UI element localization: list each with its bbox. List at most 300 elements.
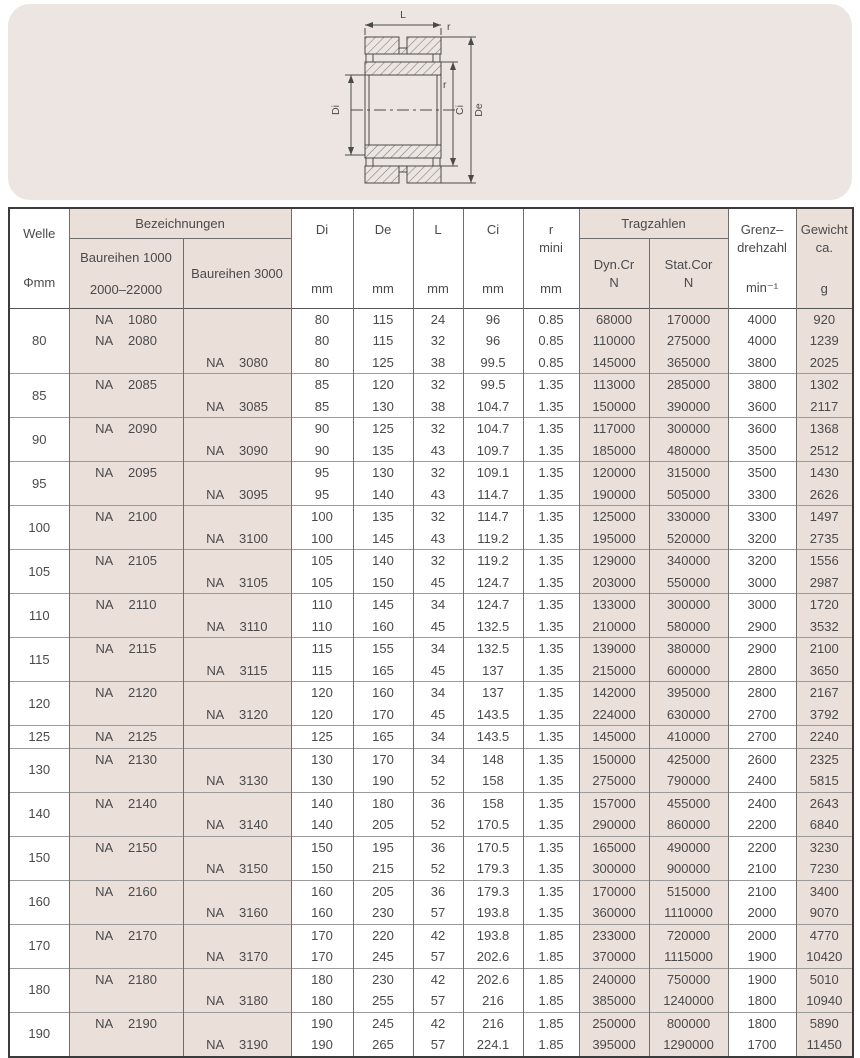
- table-row: [9, 792, 853, 814]
- cell-de: 125: [353, 418, 413, 440]
- cell-stat: 750000: [649, 968, 728, 990]
- cell-grenz: 3800: [728, 374, 796, 396]
- cell-grenz: 3300: [728, 484, 796, 506]
- header-r-label2: mini: [539, 240, 563, 256]
- welle-value: 160: [9, 880, 69, 924]
- cell-l: 43: [413, 484, 463, 506]
- header-dyn-unit: N: [609, 274, 619, 290]
- cell-stat: 300000: [649, 418, 728, 440]
- cell-l: 32: [413, 374, 463, 396]
- table-row: [9, 682, 853, 704]
- table-row: [9, 572, 853, 594]
- cell-b1000: NA 2095: [69, 462, 183, 484]
- cell-r: 1.35: [523, 858, 579, 880]
- cell-ci: 96: [463, 330, 523, 352]
- cell-grenz: 2800: [728, 682, 796, 704]
- table-row: [9, 704, 853, 726]
- cell-r: 1.35: [523, 638, 579, 660]
- cell-grenz: 1800: [728, 990, 796, 1012]
- cell-stat: 800000: [649, 1012, 728, 1034]
- cell-ci: 132.5: [463, 638, 523, 660]
- cell-b1000: [69, 1034, 183, 1057]
- table-row: [9, 594, 853, 616]
- cell-de: 230: [353, 902, 413, 924]
- cell-dyn: 139000: [579, 638, 649, 660]
- cell-ci: 179.3: [463, 858, 523, 880]
- cell-stat: 330000: [649, 506, 728, 528]
- cell-l: 32: [413, 550, 463, 572]
- cell-g: 2167: [796, 682, 853, 704]
- cell-stat: 395000: [649, 682, 728, 704]
- cell-grenz: 4000: [728, 330, 796, 352]
- cell-dyn: 210000: [579, 616, 649, 638]
- welle-value: 105: [9, 550, 69, 594]
- bearing-body: [351, 37, 455, 183]
- table-row: [9, 924, 853, 946]
- cell-l: 45: [413, 572, 463, 594]
- cell-g: 11450: [796, 1034, 853, 1057]
- welle-value: 180: [9, 968, 69, 1012]
- cell-g: 920: [796, 308, 853, 330]
- cell-r: 1.35: [523, 572, 579, 594]
- cell-dyn: 145000: [579, 726, 649, 749]
- cell-b3000: NA 3120: [183, 704, 291, 726]
- cell-l: 52: [413, 814, 463, 836]
- cell-dyn: 300000: [579, 858, 649, 880]
- cell-ci: 158: [463, 770, 523, 792]
- cell-g: 5815: [796, 770, 853, 792]
- cell-di: 90: [291, 440, 353, 462]
- cell-di: 170: [291, 924, 353, 946]
- cell-grenz: 2800: [728, 660, 796, 682]
- cell-ci: 158: [463, 792, 523, 814]
- cell-stat: 285000: [649, 374, 728, 396]
- cell-b1000: [69, 484, 183, 506]
- cell-r: 1.35: [523, 748, 579, 770]
- cell-di: 120: [291, 704, 353, 726]
- cell-r: 1.85: [523, 1012, 579, 1034]
- cell-g: 1430: [796, 462, 853, 484]
- bearing-cross-section-diagram: [312, 4, 548, 200]
- cell-b3000: NA 3140: [183, 814, 291, 836]
- cell-de: 125: [353, 352, 413, 374]
- cell-grenz: 3000: [728, 572, 796, 594]
- cell-ci: 124.7: [463, 572, 523, 594]
- header-ci-label: Ci: [486, 222, 500, 238]
- cell-dyn: 113000: [579, 374, 649, 396]
- cell-dyn: 240000: [579, 968, 649, 990]
- table-body: [9, 308, 853, 1057]
- cell-ci: 202.6: [463, 946, 523, 968]
- header-ci-unit: mm: [482, 281, 504, 297]
- cell-g: 1368: [796, 418, 853, 440]
- cell-de: 195: [353, 836, 413, 858]
- cell-b3000: [183, 924, 291, 946]
- cell-g: 2626: [796, 484, 853, 506]
- header-welle-label: Welle: [23, 226, 56, 242]
- cell-b3000: [183, 418, 291, 440]
- cell-de: 230: [353, 968, 413, 990]
- cell-de: 170: [353, 748, 413, 770]
- cell-grenz: 1900: [728, 946, 796, 968]
- cell-de: 130: [353, 462, 413, 484]
- table-row: [9, 968, 853, 990]
- cell-di: 85: [291, 374, 353, 396]
- cell-b1000: [69, 440, 183, 462]
- cell-b3000: NA 3080: [183, 352, 291, 374]
- cell-l: 34: [413, 748, 463, 770]
- cell-b1000: [69, 528, 183, 550]
- cell-b3000: [183, 726, 291, 749]
- table-row: [9, 616, 853, 638]
- cell-grenz: 3800: [728, 352, 796, 374]
- table-row: [9, 330, 853, 352]
- cell-de: 115: [353, 330, 413, 352]
- cell-g: 1720: [796, 594, 853, 616]
- cell-g: 4770: [796, 924, 853, 946]
- cell-g: 5890: [796, 1012, 853, 1034]
- table-row: [9, 990, 853, 1012]
- cell-stat: 455000: [649, 792, 728, 814]
- cell-dyn: 370000: [579, 946, 649, 968]
- cell-b3000: NA 3115: [183, 660, 291, 682]
- welle-value: 90: [9, 418, 69, 462]
- cell-grenz: 2900: [728, 638, 796, 660]
- cell-r: 1.35: [523, 682, 579, 704]
- cell-g: 3650: [796, 660, 853, 682]
- cell-l: 36: [413, 792, 463, 814]
- header-gewicht-line2: ca.: [815, 240, 833, 256]
- cell-r: 0.85: [523, 330, 579, 352]
- cell-de: 150: [353, 572, 413, 594]
- cell-r: 1.35: [523, 594, 579, 616]
- cell-b1000: [69, 572, 183, 594]
- cell-di: 115: [291, 638, 353, 660]
- welle-value: 125: [9, 726, 69, 749]
- cell-stat: 860000: [649, 814, 728, 836]
- header-dyn-label: Dyn.Cr: [593, 256, 635, 272]
- cell-stat: 275000: [649, 330, 728, 352]
- cell-de: 160: [353, 616, 413, 638]
- welle-value: 110: [9, 594, 69, 638]
- cell-r: 1.35: [523, 770, 579, 792]
- cell-de: 165: [353, 660, 413, 682]
- cell-di: 100: [291, 506, 353, 528]
- cell-r: 1.85: [523, 924, 579, 946]
- cell-de: 135: [353, 440, 413, 462]
- cell-b3000: [183, 682, 291, 704]
- cell-de: 120: [353, 374, 413, 396]
- cell-g: 2100: [796, 638, 853, 660]
- header-grenz-line2: drehzahl: [737, 240, 787, 256]
- cell-l: 38: [413, 352, 463, 374]
- cell-de: 190: [353, 770, 413, 792]
- cell-stat: 380000: [649, 638, 728, 660]
- header-de-label: De: [374, 222, 392, 238]
- cell-g: 3792: [796, 704, 853, 726]
- cell-grenz: 3000: [728, 594, 796, 616]
- cell-ci: 202.6: [463, 968, 523, 990]
- cell-r: 1.35: [523, 418, 579, 440]
- cell-di: 80: [291, 352, 353, 374]
- table-row: [9, 308, 853, 330]
- cell-b1000: [69, 352, 183, 374]
- cell-stat: 365000: [649, 352, 728, 374]
- cell-g: 2117: [796, 396, 853, 418]
- cell-de: 145: [353, 528, 413, 550]
- cell-b3000: [183, 506, 291, 528]
- cell-dyn: 68000: [579, 308, 649, 330]
- cell-g: 1556: [796, 550, 853, 572]
- cell-b1000: NA 2140: [69, 792, 183, 814]
- cell-b1000: [69, 704, 183, 726]
- table-row: [9, 726, 853, 749]
- cell-ci: 143.5: [463, 726, 523, 749]
- table-row: [9, 748, 853, 770]
- header-de: [353, 208, 413, 308]
- table-row: [9, 946, 853, 968]
- dim-label-Ci: Ci: [454, 105, 466, 115]
- cell-g: 1239: [796, 330, 853, 352]
- cell-grenz: 2700: [728, 726, 796, 749]
- cell-r: 1.35: [523, 506, 579, 528]
- cell-r: 0.85: [523, 308, 579, 330]
- cell-di: 140: [291, 814, 353, 836]
- cell-dyn: 215000: [579, 660, 649, 682]
- dim-label-L: L: [400, 9, 406, 21]
- cell-r: 1.35: [523, 440, 579, 462]
- cell-r: 1.35: [523, 374, 579, 396]
- cell-de: 205: [353, 880, 413, 902]
- cell-g: 3400: [796, 880, 853, 902]
- cell-grenz: 3200: [728, 550, 796, 572]
- cell-b1000: NA 2105: [69, 550, 183, 572]
- header-tragzahlen: Tragzahlen: [579, 208, 728, 238]
- cell-di: 150: [291, 836, 353, 858]
- cell-b3000: [183, 308, 291, 330]
- header-baureihen-1000: [69, 238, 183, 308]
- cell-r: 1.35: [523, 814, 579, 836]
- cell-l: 32: [413, 418, 463, 440]
- cell-di: 80: [291, 308, 353, 330]
- cell-stat: 580000: [649, 616, 728, 638]
- header-bezeichnungen: Bezeichnungen: [69, 208, 291, 238]
- cell-b3000: [183, 374, 291, 396]
- table-row: [9, 836, 853, 858]
- table-row: [9, 902, 853, 924]
- cell-b1000: [69, 990, 183, 1012]
- welle-value: 95: [9, 462, 69, 506]
- cell-g: 2643: [796, 792, 853, 814]
- cell-b1000: NA 2090: [69, 418, 183, 440]
- cell-dyn: 117000: [579, 418, 649, 440]
- cell-ci: 104.7: [463, 418, 523, 440]
- cell-r: 1.35: [523, 836, 579, 858]
- cell-dyn: 190000: [579, 484, 649, 506]
- table-row: [9, 528, 853, 550]
- cell-di: 130: [291, 770, 353, 792]
- cell-l: 57: [413, 946, 463, 968]
- cell-di: 190: [291, 1012, 353, 1034]
- cell-b3000: NA 3170: [183, 946, 291, 968]
- cell-dyn: 185000: [579, 440, 649, 462]
- cell-r: 1.35: [523, 550, 579, 572]
- cell-b3000: [183, 880, 291, 902]
- cell-b1000: NA 2190: [69, 1012, 183, 1034]
- cell-l: 45: [413, 660, 463, 682]
- cell-de: 135: [353, 506, 413, 528]
- table-row: [9, 550, 853, 572]
- cell-ci: 119.2: [463, 528, 523, 550]
- cell-b1000: NA 2125: [69, 726, 183, 749]
- cell-b1000: NA 2180: [69, 968, 183, 990]
- cell-l: 32: [413, 462, 463, 484]
- cell-stat: 515000: [649, 880, 728, 902]
- cell-ci: 132.5: [463, 616, 523, 638]
- cell-ci: 99.5: [463, 352, 523, 374]
- header-grenz-line1: Grenz–: [740, 222, 784, 238]
- cell-dyn: 233000: [579, 924, 649, 946]
- cell-di: 120: [291, 682, 353, 704]
- cell-ci: 224.1: [463, 1034, 523, 1057]
- cell-de: 255: [353, 990, 413, 1012]
- cell-ci: 170.5: [463, 836, 523, 858]
- cell-de: 220: [353, 924, 413, 946]
- cell-de: 140: [353, 484, 413, 506]
- cell-l: 45: [413, 704, 463, 726]
- cell-de: 165: [353, 726, 413, 749]
- cell-g: 10940: [796, 990, 853, 1012]
- cell-grenz: 3200: [728, 528, 796, 550]
- table-row: [9, 858, 853, 880]
- cell-r: 1.35: [523, 396, 579, 418]
- header-grenzdrehzahl: [728, 208, 796, 308]
- cell-grenz: 2600: [728, 748, 796, 770]
- cell-di: 190: [291, 1034, 353, 1057]
- header-welle-unit: Φmm: [23, 275, 56, 291]
- cell-ci: 104.7: [463, 396, 523, 418]
- cell-ci: 109.1: [463, 462, 523, 484]
- cell-b3000: NA 3090: [183, 440, 291, 462]
- cell-r: 1.85: [523, 1034, 579, 1057]
- cell-ci: 179.3: [463, 880, 523, 902]
- cell-l: 52: [413, 858, 463, 880]
- cell-l: 57: [413, 1034, 463, 1057]
- cell-b3000: [183, 462, 291, 484]
- cell-di: 95: [291, 484, 353, 506]
- cell-stat: 410000: [649, 726, 728, 749]
- cell-g: 3532: [796, 616, 853, 638]
- cell-grenz: 2700: [728, 704, 796, 726]
- cell-grenz: 3600: [728, 418, 796, 440]
- header-baureihen-1000-line1: Baureihen 1000: [80, 250, 172, 265]
- cell-ci: 119.2: [463, 550, 523, 572]
- cell-de: 245: [353, 946, 413, 968]
- welle-value: 140: [9, 792, 69, 836]
- cell-di: 180: [291, 990, 353, 1012]
- cell-b3000: NA 3100: [183, 528, 291, 550]
- cell-de: 155: [353, 638, 413, 660]
- cell-dyn: 133000: [579, 594, 649, 616]
- cell-ci: 193.8: [463, 924, 523, 946]
- cell-grenz: 2200: [728, 836, 796, 858]
- diagram-panel: [8, 4, 852, 200]
- cell-b1000: [69, 770, 183, 792]
- cell-ci: 109.7: [463, 440, 523, 462]
- cell-b3000: [183, 638, 291, 660]
- cell-b1000: [69, 946, 183, 968]
- cell-r: 1.35: [523, 792, 579, 814]
- cell-stat: 550000: [649, 572, 728, 594]
- cell-grenz: 2000: [728, 924, 796, 946]
- cell-r: 1.85: [523, 968, 579, 990]
- cell-di: 180: [291, 968, 353, 990]
- cell-stat: 340000: [649, 550, 728, 572]
- cell-di: 110: [291, 594, 353, 616]
- cell-g: 9070: [796, 902, 853, 924]
- welle-value: 170: [9, 924, 69, 968]
- table-row: [9, 418, 853, 440]
- cell-g: 5010: [796, 968, 853, 990]
- cell-stat: 1240000: [649, 990, 728, 1012]
- cell-b1000: [69, 858, 183, 880]
- cell-stat: 630000: [649, 704, 728, 726]
- cell-g: 3230: [796, 836, 853, 858]
- header-ci: [463, 208, 523, 308]
- header-l-label: L: [434, 222, 442, 238]
- cell-l: 57: [413, 902, 463, 924]
- header-r-label: r: [548, 222, 554, 238]
- cell-stat: 390000: [649, 396, 728, 418]
- cell-stat: 480000: [649, 440, 728, 462]
- cell-ci: 137: [463, 660, 523, 682]
- cell-di: 160: [291, 902, 353, 924]
- table-row: [9, 660, 853, 682]
- cell-l: 43: [413, 528, 463, 550]
- header-gewicht-unit: g: [820, 281, 828, 297]
- cell-dyn: 110000: [579, 330, 649, 352]
- cell-di: 140: [291, 792, 353, 814]
- cell-grenz: 1800: [728, 1012, 796, 1034]
- cell-l: 42: [413, 924, 463, 946]
- cell-grenz: 2900: [728, 616, 796, 638]
- cell-r: 1.35: [523, 660, 579, 682]
- table-row: [9, 374, 853, 396]
- cell-dyn: 157000: [579, 792, 649, 814]
- cell-ci: 137: [463, 682, 523, 704]
- cell-grenz: 3600: [728, 396, 796, 418]
- header-di-label: Di: [315, 222, 329, 238]
- cell-ci: 148: [463, 748, 523, 770]
- header-stat-unit: N: [683, 274, 694, 290]
- cell-stat: 900000: [649, 858, 728, 880]
- cell-r: 0.85: [523, 352, 579, 374]
- cell-b1000: NA 2080: [69, 330, 183, 352]
- cell-stat: 600000: [649, 660, 728, 682]
- cell-stat: 170000: [649, 308, 728, 330]
- cell-b1000: [69, 902, 183, 924]
- cell-di: 105: [291, 550, 353, 572]
- header-dyn-cr: [579, 238, 649, 308]
- cell-de: 160: [353, 682, 413, 704]
- cell-grenz: 1700: [728, 1034, 796, 1057]
- header-gewicht: [796, 208, 853, 308]
- cell-stat: 790000: [649, 770, 728, 792]
- cell-g: 10420: [796, 946, 853, 968]
- cell-b3000: [183, 1012, 291, 1034]
- header-welle: [9, 208, 69, 308]
- dim-label-r-mid: r: [443, 79, 447, 91]
